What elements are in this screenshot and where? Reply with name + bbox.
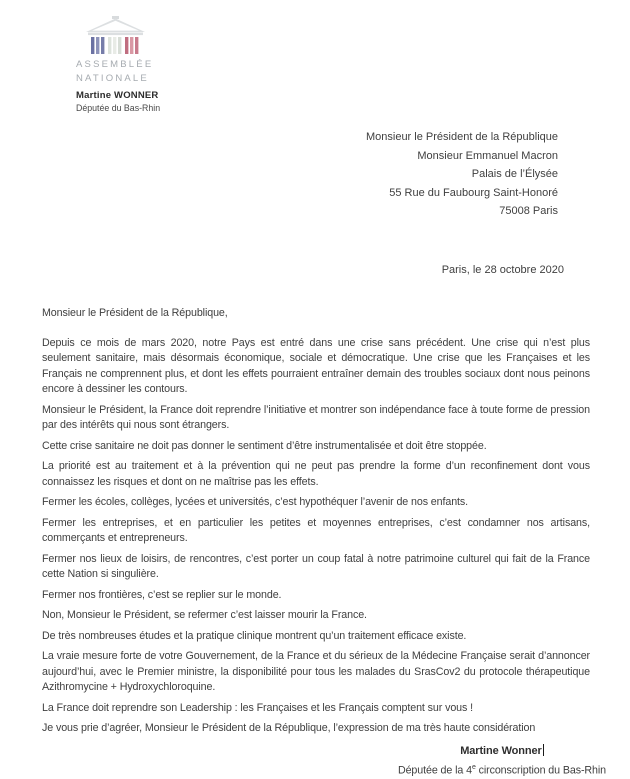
recipient-line: Monsieur Emmanuel Macron <box>366 147 558 166</box>
body-paragraph: Depuis ce mois de mars 2020, notre Pays est entré dans une crise sans précédent. Une crise qui n’est plus seulement sanitaire, mais désormais économique, sociale et démocratique. Une crise que les Françaises et les Français ne comprennent plus, et dont les effets pourraient entraîner demain des troubles sociaux dont nous peinons encore à dessiner les contours. <box>42 336 590 398</box>
body-paragraph: Non, Monsieur le Président, se refermer c’est laisser mourir la France. <box>42 608 590 624</box>
signature-title <box>398 760 606 779</box>
body-paragraph: Fermer nos lieux de loisirs, de rencontres, c’est porter un coup fatal à notre patrimoine culturel qui fait de la France cette Nation si singulière. <box>42 552 590 583</box>
sender-name: Martine WONNER <box>76 90 226 101</box>
recipient-line: 55 Rue du Faubourg Saint-Honoré <box>366 184 558 203</box>
recipient-line: Monsieur le Président de la République <box>366 128 558 147</box>
body-paragraph: De très nombreuses études et la pratique clinique montrent qu’un traitement efficace existe. <box>42 629 590 645</box>
body-paragraph: Fermer nos frontières, c’est se replier sur le monde. <box>42 588 590 604</box>
assemblee-nationale-logo <box>76 16 226 113</box>
signature-title-prefix: Députée de la 4 <box>398 765 472 777</box>
signature-title-suffix: circonscription du Bas-Rhin <box>476 765 606 777</box>
logo-text-nationale: NATIONALE <box>76 73 226 84</box>
sender-title: Députée du Bas-Rhin <box>76 103 226 113</box>
signature-block <box>398 744 606 779</box>
recipient-line: Palais de l’Élysée <box>366 165 558 184</box>
recipient-address <box>366 128 558 221</box>
text-cursor[interactable] <box>543 744 544 756</box>
body-paragraph: Cette crise sanitaire ne doit pas donner le sentiment d’être instrumentalisée et doit être stoppée. <box>42 439 590 455</box>
body-paragraph: Je vous prie d’agréer, Monsieur le Président de la République, l’expression de ma très haute considération <box>42 721 590 737</box>
assemblee-nationale-building-icon <box>84 16 148 56</box>
recipient-line: 75008 Paris <box>366 202 558 221</box>
dateline: Paris, le 28 octobre 2020 <box>442 264 564 276</box>
logo-text-assemblee: ASSEMBLÉE <box>76 59 226 70</box>
salutation: Monsieur le Président de la République, <box>42 306 590 322</box>
body-paragraph: La vraie mesure forte de votre Gouvernement, de la France et du sérieux de la Médecine Française serait d’annoncer aujourd’hui, avec le Premier ministre, la disponibilité pour tous les malades du SrasCov2 du protocole thérapeutique Azithromycine + Hydroxychloroquine. <box>42 649 590 696</box>
signature-name-text: Martine Wonner <box>460 745 542 757</box>
body-paragraph: Fermer les écoles, collèges, lycées et universités, c’est hypothéquer l’avenir de nos enfants. <box>42 495 590 511</box>
body-paragraph: Fermer les entreprises, et en particulier les petites et moyennes entreprises, c’est condamner nos artisans, commerçants et entrepreneurs. <box>42 516 590 547</box>
signature-title-ordinal: e <box>472 764 476 771</box>
signature-name <box>398 744 606 760</box>
body-paragraph: Monsieur le Président, la France doit reprendre l’initiative et montrer son indépendance face à toute forme de pression par des intérêts qui nous sont étrangers. <box>42 403 590 434</box>
body-paragraph: La priorité est au traitement et à la prévention qui ne peut pas prendre la forme d’un reconfinement dont vous connaissez les risques et dont on ne maîtrise pas les effets. <box>42 459 590 490</box>
letter-body <box>42 306 590 779</box>
body-paragraph: La France doit reprendre son Leadership : les Françaises et les Français comptent sur vous ! <box>42 701 590 717</box>
